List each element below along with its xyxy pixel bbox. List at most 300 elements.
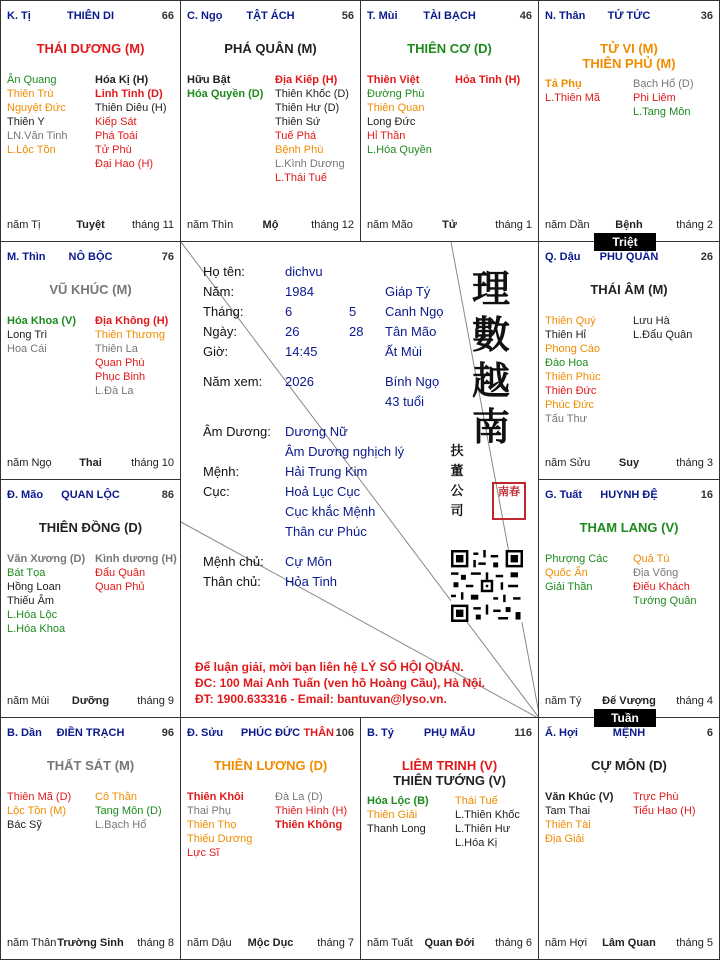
minor-star: Hóa Kị (H): [95, 74, 149, 86]
palace-stars-left: [187, 790, 252, 860]
palace-header: [545, 10, 713, 24]
value-thang-am: 5: [349, 304, 357, 319]
palace-header: [7, 489, 174, 503]
palace-stars-right: [95, 314, 168, 398]
label-menh: Mệnh:: [203, 464, 240, 479]
palace-cell-ty[interactable]: [0, 0, 181, 242]
palace-year: năm Sửu: [545, 457, 591, 469]
minor-star: Tuế Phá: [275, 130, 317, 142]
contact-line-3: ĐT: 1900.633316 - Email: bantuvan@lyso.vn.: [195, 692, 447, 706]
palace-stars-right: [633, 552, 697, 608]
minor-star: Hữu Bật: [187, 74, 231, 86]
minor-star: L.Đẩu Quân: [633, 329, 693, 341]
palace-age: 116: [514, 727, 532, 739]
label-ho-ten: Họ tên:: [203, 264, 245, 279]
minor-star: Thiên Quan: [367, 102, 425, 114]
minor-star: Thai Phụ: [187, 805, 232, 817]
minor-star: L.Thiên Hư: [455, 823, 511, 835]
palace-header: [367, 10, 532, 24]
value-ngay: 26: [285, 324, 300, 339]
minor-star: Thiên Hình (H): [275, 805, 348, 817]
palace-stage: Lâm Quan: [602, 937, 656, 949]
palace-branch: N. Thân: [545, 10, 586, 22]
palace-stage: Quan Đới: [424, 937, 475, 949]
value-cuc: Hoả Lục Cục: [285, 484, 361, 499]
palace-branch: Đ. Sửu: [187, 727, 224, 739]
palace-cell-ngo[interactable]: [180, 0, 361, 242]
palace-name: MỆNH: [612, 727, 646, 739]
minor-star: Phong Cáo: [545, 343, 601, 355]
label-am-duong: Âm Dương:: [203, 424, 271, 439]
minor-star: Phục Binh: [95, 371, 146, 383]
label-nam: Năm:: [203, 284, 235, 299]
palace-month: tháng 2: [676, 219, 713, 231]
main-star: THIÊN LƯƠNG (D): [213, 758, 328, 773]
minor-star: Địa Giải: [545, 833, 585, 845]
palace-main-stars: [539, 41, 719, 71]
minor-star: Linh Tinh (D): [95, 88, 163, 100]
label-menh-chu: Mệnh chủ:: [203, 554, 264, 569]
palace-stars-left: [7, 552, 85, 636]
contact-line-1: Để luận giải, mời bạn liên hệ LÝ SỐ HỘI QUÁN.: [195, 660, 464, 674]
minor-star: Thiên Không: [275, 819, 343, 831]
palace-cell-mao[interactable]: [0, 479, 181, 718]
palace-age: 66: [161, 10, 174, 22]
palace-month: tháng 9: [137, 695, 174, 707]
value-tuoi: 43 tuổi: [385, 394, 425, 409]
value-cuc-3: Thân cư Phúc: [285, 524, 367, 539]
palace-branch: Đ. Mão: [7, 489, 44, 501]
value-nam-xem: 2026: [285, 374, 314, 389]
palace-year: năm Tuất: [367, 937, 413, 949]
palace-stars-left: [7, 73, 68, 157]
label-gio: Giờ:: [203, 344, 229, 359]
minor-star: L.Hóa Kị: [455, 837, 498, 849]
minor-star: Quốc Ấn: [545, 567, 588, 579]
palace-age: 16: [700, 489, 713, 501]
label-than-chu: Thân chủ:: [203, 574, 261, 589]
minor-star: Tướng Quân: [633, 595, 697, 607]
calligraphy-small-char: 公: [450, 484, 464, 499]
value-thang-can: Canh Ngọ: [385, 304, 444, 319]
palace-month: tháng 7: [317, 937, 354, 949]
main-star: THÁI DƯƠNG (M): [36, 41, 145, 56]
minor-star: Địa Kiếp (H): [275, 74, 338, 86]
palace-stars-left: [545, 552, 608, 594]
main-star: THÁI ÂM (M): [590, 282, 668, 297]
minor-star: Thiên Hư (D): [275, 102, 340, 114]
palace-cell-tuat[interactable]: [538, 479, 720, 718]
palace-month: tháng 5: [676, 937, 713, 949]
palace-main-stars: [181, 758, 360, 773]
minor-star: Tấu Thư: [545, 413, 588, 425]
palace-stars-right: [633, 314, 692, 342]
palace-year: năm Mão: [367, 219, 413, 231]
minor-star: Đường Phù: [367, 88, 425, 100]
palace-cell-ti[interactable]: [360, 717, 539, 960]
minor-star: Phượng Các: [545, 553, 608, 565]
calligraphy-char: 南: [471, 404, 510, 449]
palace-header: [187, 10, 354, 24]
palace-year: năm Mùi: [7, 695, 50, 707]
value-ngay-am: 28: [349, 324, 364, 339]
palace-branch: B. Dần: [7, 727, 42, 739]
main-star: THẤT SÁT (M): [46, 758, 135, 773]
palace-name: TẬT ÁCH: [246, 10, 295, 22]
minor-star: Tam Thai: [545, 805, 591, 817]
minor-star: Văn Khúc (V): [545, 791, 614, 803]
minor-star: Hóa Lộc (B): [367, 795, 429, 807]
minor-star: Thiếu Âm: [7, 595, 55, 607]
palace-stars-right: [95, 73, 167, 171]
value-am-duong-2: Âm Dương nghịch lý: [285, 444, 405, 459]
palace-header: [545, 727, 713, 741]
palace-stars-right: [275, 790, 347, 832]
minor-star: L.Đà La: [95, 385, 134, 397]
minor-star: Đẩu Quân: [95, 567, 146, 579]
value-nam: 1984: [285, 284, 314, 299]
palace-age: 76: [161, 251, 174, 263]
minor-star: Thiên Thương: [95, 329, 166, 341]
main-star: TỬ VI (M): [600, 41, 658, 56]
palace-name: TÀI BẠCH: [423, 10, 476, 22]
main-star: VŨ KHÚC (M): [49, 282, 132, 297]
palace-footer: [545, 457, 713, 471]
palace-cell-dau[interactable]: [538, 241, 720, 480]
palace-stars-right: [633, 77, 694, 119]
palace-main-stars: [539, 758, 719, 773]
value-cuc-2: Cục khắc Mệnh: [285, 504, 376, 519]
palace-branch: Ấ. Hợi: [545, 727, 578, 739]
palace-footer: [7, 457, 174, 471]
main-star: PHÁ QUÂN (M): [224, 41, 317, 56]
minor-star: Nguyệt Đức: [7, 102, 66, 114]
minor-star: Thiên Phúc: [545, 371, 601, 383]
palace-branch: G. Tuất: [545, 489, 583, 501]
palace-footer: [7, 219, 174, 233]
palace-stage: Mộ: [262, 219, 279, 231]
minor-star: Phá Toái: [95, 130, 138, 142]
palace-stars-right: [95, 790, 162, 832]
palace-year: năm Dần: [545, 219, 590, 231]
palace-age: 96: [161, 727, 174, 739]
palace-main-stars: [361, 758, 538, 788]
palace-stage: Tuyệt: [76, 219, 105, 231]
value-gio: 14:45: [285, 344, 318, 359]
minor-star: Kiếp Sát: [95, 116, 137, 128]
value-nam-can: Giáp Tý: [385, 284, 431, 299]
palace-name: NÔ BỘC: [68, 251, 113, 263]
minor-star: L.Thiên Khốc: [455, 809, 520, 821]
palace-month: tháng 10: [131, 457, 174, 469]
minor-star: Thiên Sứ: [275, 116, 321, 128]
minor-star: Hỉ Thần: [367, 130, 406, 142]
palace-main-stars: [539, 520, 719, 535]
calligraphy-ly-so-viet-nam: [471, 266, 511, 450]
palace-name: THIÊN DI: [66, 10, 115, 22]
palace-month: tháng 8: [137, 937, 174, 949]
palace-age: 46: [519, 10, 532, 22]
palace-year: năm Ngọ: [7, 457, 52, 469]
calligraphy-char: 越: [471, 358, 510, 403]
palace-stage: Suy: [618, 457, 640, 469]
minor-star: Đà La (D): [275, 791, 323, 803]
minor-star: Lực Sĩ: [187, 847, 220, 859]
palace-name: TỬ TỨC: [607, 10, 651, 22]
palace-stage: Thai: [79, 457, 102, 469]
minor-star: Quan Phủ: [95, 581, 145, 593]
minor-star: Văn Xương (D): [7, 553, 86, 565]
palace-month: tháng 1: [495, 219, 532, 231]
minor-star: Thiếu Dương: [187, 833, 253, 845]
palace-year: năm Thìn: [187, 219, 234, 231]
palace-stage: Mộc Dục: [247, 937, 294, 949]
value-nam-xem-can: Bính Ngọ: [385, 374, 440, 389]
palace-stars-right: [95, 552, 177, 594]
palace-main-stars: [1, 41, 180, 56]
minor-star: Thiên Tài: [545, 819, 591, 831]
palace-stars-right: [633, 790, 696, 818]
palace-cell-thin[interactable]: [0, 241, 181, 480]
minor-star: Bát Tọa: [7, 567, 46, 579]
palace-name: ĐIỀN TRẠCH: [56, 727, 125, 739]
palace-year: năm Tị: [7, 219, 41, 231]
palace-month: tháng 3: [676, 457, 713, 469]
palace-year: năm Tý: [545, 695, 582, 707]
palace-stars-left: [367, 73, 432, 157]
main-star: THAM LANG (V): [579, 520, 679, 535]
minor-star: Tả Phụ: [545, 78, 582, 90]
palace-stage: Dưỡng: [71, 695, 110, 707]
minor-star: Thiên La: [95, 343, 138, 355]
palace-main-stars: [361, 41, 538, 56]
minor-star: Hồng Loan: [7, 581, 61, 593]
palace-age: 26: [700, 251, 713, 263]
palace-header: [187, 727, 354, 741]
palace-branch: Q. Dậu: [545, 251, 581, 263]
minor-star: L.Hóa Quyền: [367, 144, 432, 156]
minor-star: Thiên Trù: [7, 88, 54, 100]
main-star: THIÊN CƠ (D): [407, 41, 492, 56]
main-star: THIÊN ĐỒNG (D): [38, 520, 143, 535]
palace-footer: [367, 937, 532, 951]
minor-star: Long Đức: [367, 116, 416, 128]
palace-cell-than[interactable]: [538, 0, 720, 242]
minor-star: L.Thiên Mã: [545, 92, 601, 104]
minor-star: Lưu Hà: [633, 315, 670, 327]
palace-age: 6: [706, 727, 713, 739]
palace-month: tháng 12: [311, 219, 354, 231]
palace-year: năm Thân: [7, 937, 57, 949]
contact-line-2: ĐC: 100 Mai Anh Tuấn (ven hồ Hoàng Cầu), Hà Nội.: [195, 676, 486, 690]
minor-star: Ân Quang: [7, 74, 57, 86]
minor-star: Đại Hao (H): [95, 158, 154, 170]
palace-footer: [7, 937, 174, 951]
palace-stars-right: [275, 73, 349, 185]
calligraphy-small-char: 董: [450, 464, 464, 479]
minor-star: Quả Tú: [633, 553, 670, 565]
value-ho-ten: dichvu: [285, 264, 323, 279]
palace-branch: C. Ngọ: [187, 10, 223, 22]
minor-star: Cô Thần: [95, 791, 137, 803]
minor-star: Thái Tuế: [455, 795, 498, 807]
minor-star: Địa Võng: [633, 567, 679, 579]
minor-star: Tiểu Hao (H): [633, 805, 696, 817]
palace-name-extra: THÂN: [303, 727, 334, 739]
minor-star: Thiên Việt: [367, 74, 420, 86]
palace-main-stars: [1, 520, 180, 535]
value-thang: 6: [285, 304, 293, 319]
minor-star: Tang Môn (D): [95, 805, 162, 817]
palace-year: năm Hợi: [545, 937, 588, 949]
palace-footer: [187, 219, 354, 233]
minor-star: Thiên Giải: [367, 809, 418, 821]
minor-star: Thiên Đức: [545, 385, 597, 397]
main-star: THIÊN PHỦ (M): [582, 56, 676, 71]
value-than-chu: Hỏa Tinh: [285, 574, 338, 589]
minor-star: Phi Liêm: [633, 92, 676, 104]
minor-star: Bác Sỹ: [7, 819, 42, 831]
label-cuc: Cục:: [203, 484, 230, 499]
palace-stage: Trường Sinh: [57, 937, 124, 949]
palace-footer: [367, 219, 532, 233]
minor-star: L.Hóa Lộc: [7, 609, 58, 621]
tuan-tag: Tuần: [594, 709, 656, 727]
palace-footer: [545, 937, 713, 951]
minor-star: L.Thái Tuế: [275, 172, 327, 184]
calligraphy-small-char: 司: [450, 504, 464, 519]
palace-cell-suu[interactable]: [180, 717, 361, 960]
palace-name: HUYNH ĐỆ: [600, 489, 658, 501]
minor-star: Thanh Long: [367, 823, 426, 835]
minor-star: L.Kình Dương: [275, 158, 345, 170]
minor-star: Thiên Mã (D): [7, 791, 72, 803]
palace-age: 86: [161, 489, 174, 501]
red-seal-stamp: [492, 482, 526, 520]
palace-month: tháng 11: [131, 219, 174, 231]
value-menh: Hải Trung Kim: [285, 464, 368, 479]
palace-name: PHÚC ĐỨC: [240, 727, 301, 739]
palace-header: [7, 727, 174, 741]
minor-star: LN.Văn Tinh: [7, 130, 68, 142]
palace-cell-dan[interactable]: [0, 717, 181, 960]
palace-header: [7, 10, 174, 24]
palace-header: [545, 251, 713, 265]
palace-footer: [187, 937, 354, 951]
palace-age: 56: [341, 10, 354, 22]
palace-main-stars: [1, 282, 180, 297]
palace-stars-left: [7, 314, 76, 356]
minor-star: Thiên Khốc (D): [275, 88, 349, 100]
minor-star: Hóa Khoa (V): [7, 315, 77, 327]
palace-name: PHU QUÂN: [599, 251, 659, 263]
minor-star: L.Lộc Tồn: [7, 144, 56, 156]
palace-stage: Bệnh: [615, 219, 643, 231]
palace-year: năm Dậu: [187, 937, 232, 949]
triet-tag: Triệt: [594, 233, 656, 251]
palace-stars-left: [367, 794, 429, 836]
value-gio-can: Ất Mùi: [385, 344, 422, 359]
minor-star: Tử Phù: [95, 144, 132, 156]
main-star: LIÊM TRINH (V): [401, 758, 498, 773]
calligraphy-small-char: 扶: [450, 444, 464, 459]
palace-month: tháng 4: [676, 695, 713, 707]
minor-star: L.Tang Môn: [633, 106, 691, 118]
minor-star: Giải Thần: [545, 581, 593, 593]
minor-star: Thiên Hỉ: [545, 329, 586, 341]
minor-star: Thiên Y: [7, 116, 45, 128]
minor-star: Thiên Khôi: [187, 791, 244, 803]
palace-age: 36: [700, 10, 713, 22]
palace-stars-left: [187, 73, 263, 101]
minor-star: Điếu Khách: [633, 581, 690, 593]
calligraphy-small: [449, 442, 465, 522]
palace-footer: [545, 695, 713, 709]
label-nam-xem: Năm xem:: [203, 374, 263, 389]
minor-star: Lộc Tồn (M): [7, 805, 67, 817]
minor-star: Long Trì: [7, 329, 48, 341]
palace-header: [367, 727, 532, 741]
palace-name: QUAN LỘC: [61, 489, 120, 501]
palace-stage: Tử: [442, 219, 457, 231]
center-info-panel: [180, 241, 539, 718]
label-ngay: Ngày:: [203, 324, 237, 339]
palace-stars-left: [545, 314, 601, 426]
palace-stars-left: [7, 790, 71, 832]
palace-cell-hoi[interactable]: [538, 717, 720, 960]
minor-star: Bệnh Phù: [275, 144, 324, 156]
minor-star: Hỏa Tinh (H): [455, 74, 521, 86]
palace-stars-right: [455, 794, 520, 850]
palace-branch: M. Thìn: [7, 251, 46, 263]
palace-stage: Đế Vượng: [602, 695, 656, 707]
palace-main-stars: [181, 41, 360, 56]
minor-star: Bạch Hổ (D): [633, 78, 694, 90]
palace-branch: B. Tý: [367, 727, 394, 739]
minor-star: Hóa Quyền (D): [187, 88, 264, 100]
value-ngay-can: Tân Mão: [385, 324, 437, 339]
palace-footer: [545, 219, 713, 233]
palace-header: [7, 251, 174, 265]
qr-code-icon[interactable]: [451, 550, 523, 622]
palace-branch: T. Mùi: [367, 10, 398, 22]
minor-star: L.Bạch Hổ: [95, 819, 147, 831]
minor-star: L.Hóa Khoa: [7, 623, 66, 635]
minor-star: Địa Không (H): [95, 315, 169, 327]
calligraphy-char: 數: [471, 312, 510, 357]
minor-star: Hoa Cái: [7, 343, 47, 355]
minor-star: Thiên Quý: [545, 315, 596, 327]
palace-month: tháng 6: [495, 937, 532, 949]
minor-star: Trực Phù: [633, 791, 679, 803]
value-menh-chu: Cự Môn: [285, 554, 332, 569]
palace-footer: [7, 695, 174, 709]
minor-star: Thiên Thọ: [187, 819, 237, 831]
palace-stars-left: [545, 77, 600, 105]
palace-main-stars: [1, 758, 180, 773]
label-thang: Tháng:: [203, 304, 244, 319]
minor-star: Quan Phù: [95, 357, 145, 369]
minor-star: Đào Hoa: [545, 357, 589, 369]
calligraphy-char: 理: [471, 266, 510, 311]
palace-name: PHỤ MẪU: [423, 727, 476, 739]
palace-cell-mui[interactable]: [360, 0, 539, 242]
palace-age: 106: [335, 727, 354, 739]
palace-main-stars: [539, 282, 719, 297]
minor-star: Kình dương (H): [95, 553, 177, 565]
palace-branch: K. Tị: [7, 10, 31, 22]
main-star: CỰ MÔN (D): [591, 758, 667, 773]
